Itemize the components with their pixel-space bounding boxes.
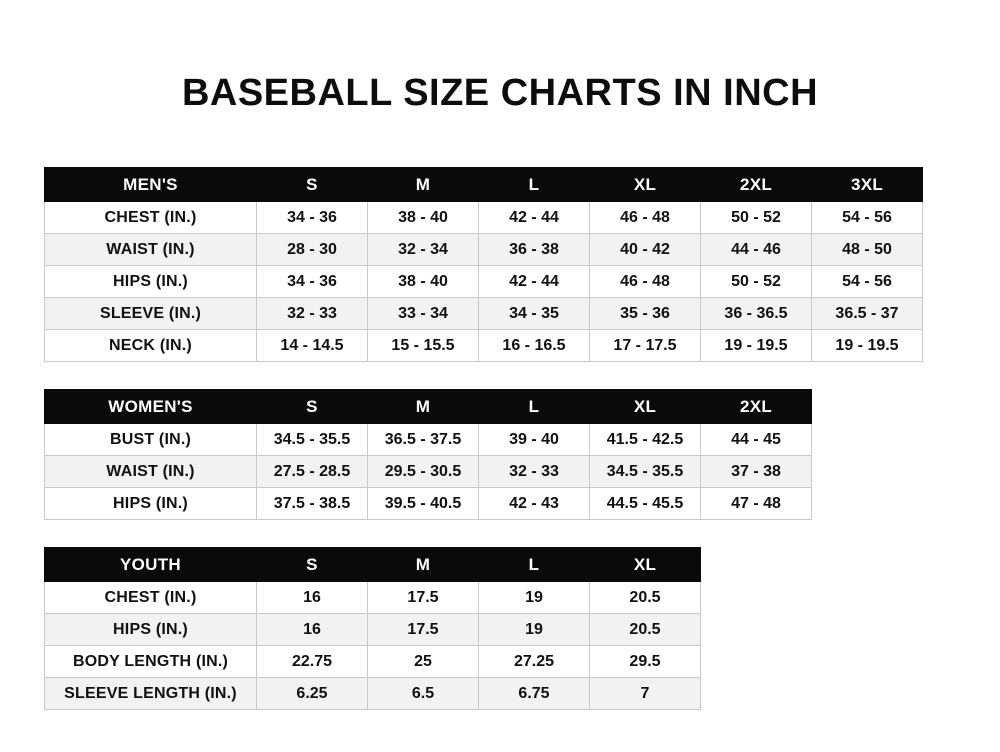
table-row	[45, 646, 701, 678]
cell: 34.5 - 35.5	[257, 424, 368, 456]
cell: 25	[368, 646, 479, 678]
cell: 32 - 33	[257, 298, 368, 330]
cell: 48 - 50	[812, 234, 923, 266]
row-label: HIPS (IN.)	[45, 488, 257, 520]
cell: 36.5 - 37	[812, 298, 923, 330]
cell: 6.5	[368, 678, 479, 710]
cell: 19	[479, 582, 590, 614]
cell: 29.5	[590, 646, 701, 678]
table-header-row	[45, 390, 812, 424]
cell: 19 - 19.5	[812, 330, 923, 362]
table-row	[45, 266, 923, 298]
cell: 14 - 14.5	[257, 330, 368, 362]
cell: 33 - 34	[368, 298, 479, 330]
mens-header-xl: XL	[590, 168, 701, 202]
cell: 39 - 40	[479, 424, 590, 456]
cell: 28 - 30	[257, 234, 368, 266]
womens-header-m: M	[368, 390, 479, 424]
cell: 37.5 - 38.5	[257, 488, 368, 520]
cell: 19 - 19.5	[701, 330, 812, 362]
youth-header-l: L	[479, 548, 590, 582]
cell: 34 - 35	[479, 298, 590, 330]
cell: 38 - 40	[368, 266, 479, 298]
row-label: HIPS (IN.)	[45, 614, 257, 646]
cell: 36.5 - 37.5	[368, 424, 479, 456]
page-title: BASEBALL SIZE CHARTS IN INCH	[181, 72, 819, 114]
mens-header-m: M	[368, 168, 479, 202]
youth-header-xl: XL	[590, 548, 701, 582]
cell: 22.75	[257, 646, 368, 678]
cell: 27.5 - 28.5	[257, 456, 368, 488]
cell: 19	[479, 614, 590, 646]
cell: 46 - 48	[590, 266, 701, 298]
cell: 32 - 33	[479, 456, 590, 488]
womens-table-head	[45, 390, 812, 424]
table-row	[45, 614, 701, 646]
womens-size-table	[44, 389, 812, 520]
cell: 36 - 38	[479, 234, 590, 266]
cell: 16	[257, 614, 368, 646]
table-row	[45, 330, 923, 362]
cell: 17 - 17.5	[590, 330, 701, 362]
cell: 17.5	[368, 582, 479, 614]
youth-size-table	[44, 547, 701, 710]
table-row	[45, 456, 812, 488]
table-header-row	[45, 548, 701, 582]
cell: 34 - 36	[257, 202, 368, 234]
cell: 50 - 52	[701, 266, 812, 298]
cell: 38 - 40	[368, 202, 479, 234]
cell: 42 - 43	[479, 488, 590, 520]
cell: 40 - 42	[590, 234, 701, 266]
youth-header-s: S	[257, 548, 368, 582]
table-row	[45, 202, 923, 234]
mens-header-s: S	[257, 168, 368, 202]
cell: 50 - 52	[701, 202, 812, 234]
row-label: CHEST (IN.)	[45, 582, 257, 614]
cell: 44.5 - 45.5	[590, 488, 701, 520]
womens-header-category: WOMEN'S	[45, 390, 257, 424]
mens-table-head	[45, 168, 923, 202]
cell: 46 - 48	[590, 202, 701, 234]
mens-header-3xl: 3XL	[812, 168, 923, 202]
cell: 37 - 38	[701, 456, 812, 488]
row-label: SLEEVE (IN.)	[45, 298, 257, 330]
cell: 54 - 56	[812, 266, 923, 298]
womens-header-2xl: 2XL	[701, 390, 812, 424]
row-label: NECK (IN.)	[45, 330, 257, 362]
mens-size-table	[44, 167, 923, 362]
table-row	[45, 424, 812, 456]
cell: 39.5 - 40.5	[368, 488, 479, 520]
cell: 32 - 34	[368, 234, 479, 266]
cell: 42 - 44	[479, 266, 590, 298]
womens-table-body	[45, 424, 812, 520]
cell: 20.5	[590, 614, 701, 646]
youth-table-body	[45, 582, 701, 710]
row-label: WAIST (IN.)	[45, 456, 257, 488]
cell: 6.25	[257, 678, 368, 710]
row-label: WAIST (IN.)	[45, 234, 257, 266]
cell: 44 - 45	[701, 424, 812, 456]
row-label: BODY LENGTH (IN.)	[45, 646, 257, 678]
cell: 44 - 46	[701, 234, 812, 266]
row-label: SLEEVE LENGTH (IN.)	[45, 678, 257, 710]
table-row	[45, 488, 812, 520]
cell: 20.5	[590, 582, 701, 614]
cell: 34.5 - 35.5	[590, 456, 701, 488]
row-label: CHEST (IN.)	[45, 202, 257, 234]
mens-header-l: L	[479, 168, 590, 202]
cell: 34 - 36	[257, 266, 368, 298]
womens-header-l: L	[479, 390, 590, 424]
cell: 42 - 44	[479, 202, 590, 234]
cell: 6.75	[479, 678, 590, 710]
table-row	[45, 298, 923, 330]
womens-header-xl: XL	[590, 390, 701, 424]
womens-header-s: S	[257, 390, 368, 424]
cell: 27.25	[479, 646, 590, 678]
cell: 17.5	[368, 614, 479, 646]
youth-table-head	[45, 548, 701, 582]
table-row	[45, 234, 923, 266]
youth-header-category: YOUTH	[45, 548, 257, 582]
cell: 41.5 - 42.5	[590, 424, 701, 456]
size-tables-container	[0, 167, 1000, 710]
table-header-row	[45, 168, 923, 202]
cell: 16	[257, 582, 368, 614]
mens-header-2xl: 2XL	[701, 168, 812, 202]
cell: 36 - 36.5	[701, 298, 812, 330]
mens-header-category: MEN'S	[45, 168, 257, 202]
table-row	[45, 582, 701, 614]
row-label: HIPS (IN.)	[45, 266, 257, 298]
youth-header-m: M	[368, 548, 479, 582]
cell: 16 - 16.5	[479, 330, 590, 362]
row-label: BUST (IN.)	[45, 424, 257, 456]
cell: 7	[590, 678, 701, 710]
table-row	[45, 678, 701, 710]
mens-table-body	[45, 202, 923, 362]
cell: 35 - 36	[590, 298, 701, 330]
cell: 15 - 15.5	[368, 330, 479, 362]
cell: 54 - 56	[812, 202, 923, 234]
cell: 47 - 48	[701, 488, 812, 520]
cell: 29.5 - 30.5	[368, 456, 479, 488]
